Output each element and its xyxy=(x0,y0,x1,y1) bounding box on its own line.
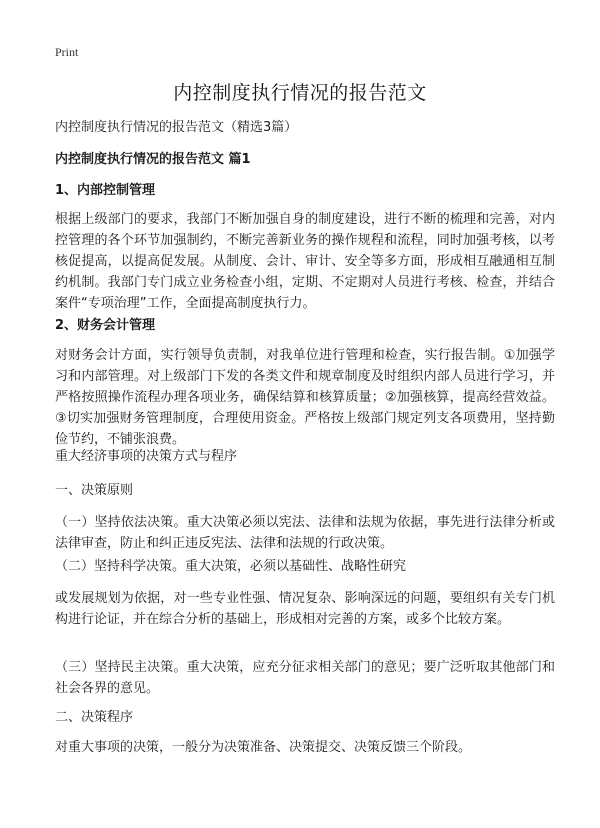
section-heading-internal-control: 1、内部控制管理 xyxy=(55,183,156,198)
document-title: 内控制度执行情况的报告范文 xyxy=(173,82,427,104)
procedure-heading: 二、决策程序 xyxy=(55,710,134,725)
procedure-body: 对重大事项的决策，一般分为决策准备、决策提交、决策反馈三个阶段。 xyxy=(55,740,472,755)
principle-scientific: （二）坚持科学决策。重大决策，必须以基础性、战略性研究 xyxy=(55,559,407,574)
paragraph-finance: 对财务会计方面，实行领导负责制，对我单位进行管理和检查，实行报告制。①加强学习和内部管理。对上级部门下发的各类文件和规章制度及时组织内部人员进行学习，并严格按照操作流程办理各项业务，确保结算和核算质量；②加强核算，提高经营效益。③切实加强财务管理制度，合理使用资金。严格按上级部门规定列支各项费用，坚持勤俭节约，不铺张浪费。 xyxy=(55,348,555,447)
paragraph-internal-control: 根据上级部门的要求，我部门不断加强自身的制度建设，进行不断的梳理和完善，对内控管理的各个环节加强制约，不断完善新业务的操作规程和流程，同时加强考核，以考核促提高，以提高促发展。从制度、会计、审计、安全等多方面，形成相互融通相互制约机制。我部门专门成立业务检查小组，定期、不定期对人员进行考核、检查，并结合案件“专项治理”工作，全面提高制度执行力。 xyxy=(55,212,555,311)
principles-heading: 一、决策原则 xyxy=(55,483,134,498)
principle-lawful: （一）坚持依法决策。重大决策必须以宪法、法律和法规为依据，事先进行法律分析或法律审查，防止和纠正违反宪法、法律和法规的行政决策。 xyxy=(55,515,555,551)
section-heading-finance: 2、财务会计管理 xyxy=(55,318,156,333)
principle-scientific-continued: 或发展规划为依据，对一些专业性强、情况复杂、影响深远的问题，要组织有关专门机构进行论证，并在综合分析的基础上，形成相对完善的方案，或多个比较方案。 xyxy=(55,591,555,627)
decision-heading: 重大经济事项的决策方式与程序 xyxy=(55,449,238,464)
principle-democratic: （三）坚持民主决策。重大决策，应充分征求相关部门的意见；要广泛听取其他部门和社会各界的意见。 xyxy=(55,660,555,696)
print-link[interactable]: Print xyxy=(55,45,79,59)
article-heading: 内控制度执行情况的报告范文 篇1 xyxy=(55,152,251,167)
document-subtitle: 内控制度执行情况的报告范文（精选3篇） xyxy=(55,120,298,135)
